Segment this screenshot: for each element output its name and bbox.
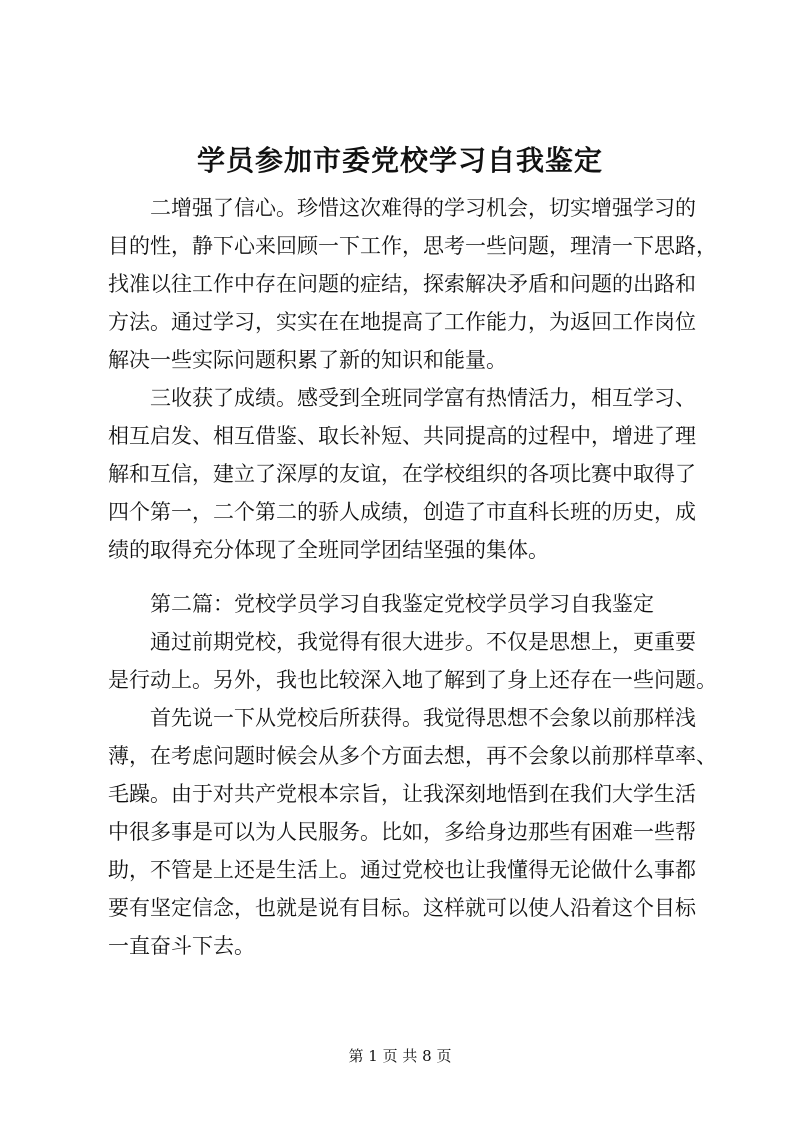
text-line: 中很多事是可以为人民服务。比如，多给身边那些有困难一些帮 (108, 820, 696, 844)
text-line: 一直奋斗下去。 (108, 934, 255, 958)
text-line: 首先说一下从党校后所获得。我觉得思想不会象以前那样浅 (150, 706, 696, 730)
text-line: 是行动上。另外，我也比较深入地了解到了身上还存在一些问题。 (108, 668, 717, 692)
text-line: 薄，在考虑问题时候会从多个方面去想，再不会象以前那样草率、 (108, 744, 717, 768)
section-heading: 第二篇：党校学员学习自我鉴定党校学员学习自我鉴定 (150, 592, 654, 616)
text-line: 三收获了成绩。感受到全班同学富有热情活力，相互学习、 (150, 386, 696, 410)
text-line: 解和互信，建立了深厚的友谊，在学校组织的各项比赛中取得了 (108, 462, 696, 486)
text-line: 四个第一，二个第二的骄人成绩，创造了市直科长班的历史，成 (108, 500, 696, 524)
document-title: 学员参加市委党校学习自我鉴定 (196, 144, 603, 177)
page-number: 第 1 页 共 8 页 (348, 1047, 452, 1065)
text-line: 助，不管是上还是生活上。通过党校也让我懂得无论做什么事都 (108, 858, 696, 882)
text-line: 毛躁。由于对共产党根本宗旨，让我深刻地悟到在我们大学生活 (108, 782, 696, 806)
text-line: 通过前期党校，我觉得有很大进步。不仅是思想上，更重要 (150, 630, 696, 654)
text-line: 绩的取得充分体现了全班同学团结坚强的集体。 (108, 538, 549, 562)
text-line: 解决一些实际问题积累了新的知识和能量。 (108, 348, 507, 372)
text-line: 相互启发、相互借鉴、取长补短、共同提高的过程中，增进了理 (108, 424, 696, 448)
text-line: 要有坚定信念，也就是说有目标。这样就可以使人沿着这个目标 (108, 896, 696, 920)
text-line: 目的性，静下心来回顾一下工作，思考一些问题，理清一下思路， (108, 234, 717, 258)
text-line: 方法。通过学习，实实在在地提高了工作能力，为返回工作岗位 (108, 310, 696, 334)
text-line: 二增强了信心。珍惜这次难得的学习机会，切实增强学习的 (150, 196, 696, 220)
text-line: 找准以往工作中存在问题的症结，探索解决矛盾和问题的出路和 (108, 272, 696, 296)
